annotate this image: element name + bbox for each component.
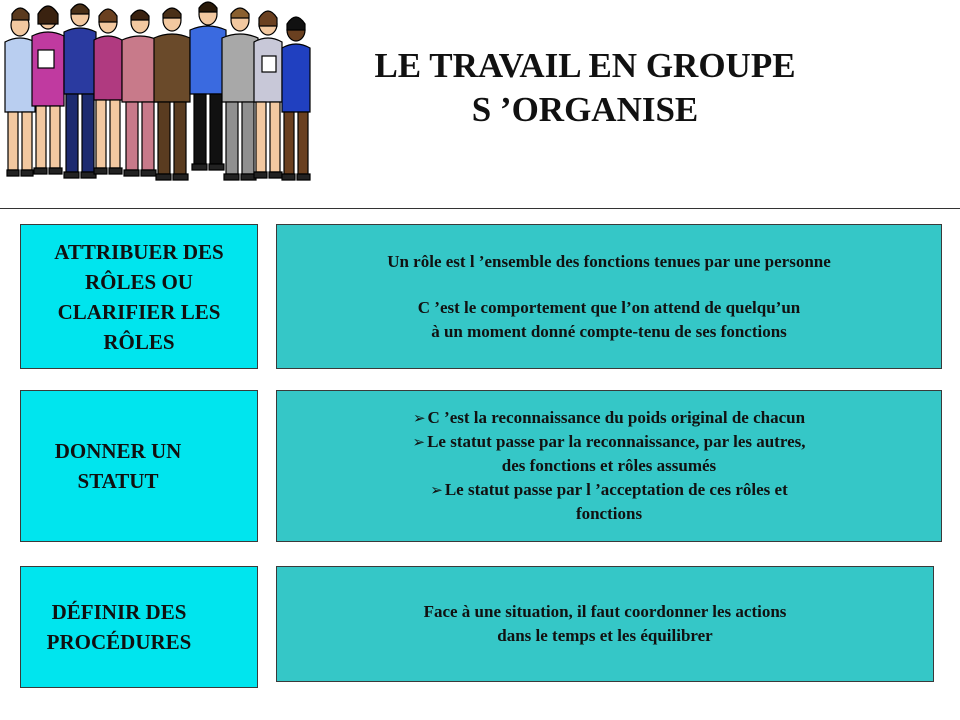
desc-line: des fonctions et rôles assumés [501, 456, 717, 475]
title-line-2: S ’ORGANISE [471, 90, 699, 129]
section-desc-roles [276, 224, 942, 369]
person-figure [154, 8, 190, 180]
person-figure [190, 2, 226, 170]
bullet-line: ➢ Le statut passe par la reconnaissance, par les autres, [277, 430, 941, 454]
label-line: ATTRIBUER DES [54, 239, 224, 264]
label-line: DÉFINIR DES [51, 600, 187, 624]
desc-line: C ’est le comportement que l’on attend de quelqu’un [417, 297, 801, 317]
people-group-illustration [0, 0, 318, 190]
person-figure [282, 17, 310, 180]
desc-line: à un moment donné compte-tenu de ses fonctions [431, 321, 787, 341]
section-desc-procedures [276, 566, 934, 682]
label-line: RÔLES [103, 329, 175, 354]
person-figure [122, 10, 158, 176]
desc-line: Face à une situation, il faut coordonner les actions [423, 602, 787, 621]
bullet-line: ➢ C ’est la reconnaissance du poids original de chacun [277, 406, 941, 430]
person-figure [254, 11, 282, 178]
person-figure [222, 8, 258, 180]
person-figure [5, 8, 35, 176]
person-figure [94, 9, 122, 174]
bullet-line: ➢ Le statut passe par l ’acceptation de ces rôles et [277, 478, 941, 502]
desc-line: fonctions [575, 504, 643, 523]
section-label-statut [20, 390, 258, 542]
label-line: DONNER UN [54, 439, 182, 463]
header-divider [0, 208, 960, 209]
person-figure [64, 4, 96, 178]
label-line: CLARIFIER LES [57, 299, 221, 324]
section-desc-statut [276, 390, 942, 542]
label-line: RÔLES OU [85, 269, 193, 294]
person-figure [32, 6, 64, 174]
desc-line: Un rôle est l ’ensemble des fonctions tenues par une personne [387, 251, 831, 271]
title-line-1: LE TRAVAIL EN GROUPE [374, 46, 796, 85]
section-label-procedures [20, 566, 258, 688]
desc-line: dans le temps et les équilibrer [497, 626, 713, 645]
page-title [350, 44, 820, 132]
section-label-roles [20, 224, 258, 369]
label-line: STATUT [77, 469, 159, 493]
label-line: PROCÉDURES [46, 630, 192, 654]
